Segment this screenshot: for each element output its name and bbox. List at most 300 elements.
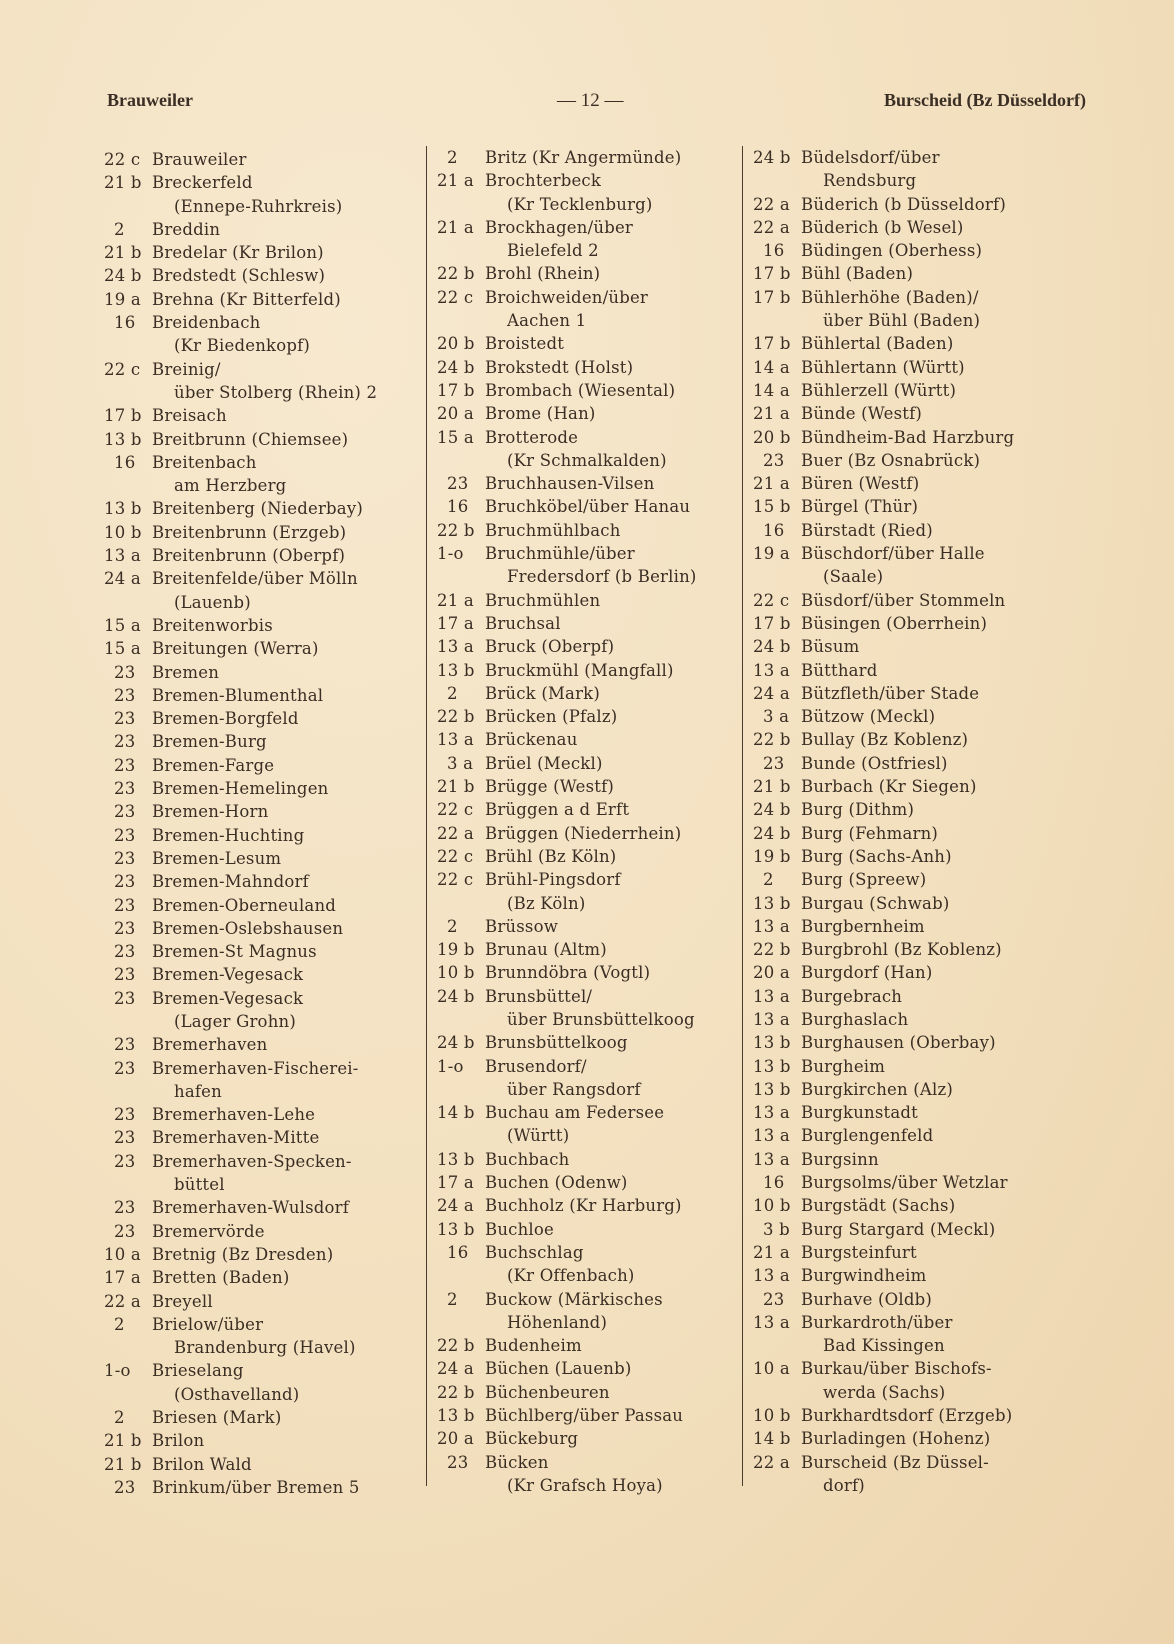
index-entry	[104, 684, 404, 707]
place-name: Brielow/über	[152, 1314, 264, 1334]
district-code: 23	[763, 1289, 785, 1309]
district-code: 24 b	[753, 800, 791, 820]
place-name-continuation: Bielefeld 2	[507, 241, 599, 261]
district-code: 23	[114, 848, 136, 868]
district-code: 17 b	[753, 334, 791, 354]
place-name: Büschdorf/über Halle	[801, 544, 985, 564]
place-name: Brüel (Meckl)	[485, 753, 603, 773]
place-name: Breitbrunn (Chiemsee)	[152, 429, 349, 449]
place-name: Bücken	[485, 1452, 549, 1472]
district-code: 3 b	[763, 1219, 790, 1239]
place-name-continuation: (Lager Grohn)	[174, 1011, 296, 1031]
place-name: Burbach (Kr Siegen)	[801, 777, 977, 797]
index-entry	[753, 728, 1083, 751]
index-entry	[753, 868, 1083, 891]
district-code: 13 b	[437, 1149, 475, 1169]
district-code: 21 a	[437, 171, 474, 191]
district-code: 13 b	[437, 660, 475, 680]
place-name-continuation: (Württ)	[507, 1126, 570, 1146]
place-name: Breinig/	[152, 359, 221, 379]
place-name: Burgkirchen (Alz)	[801, 1079, 954, 1099]
index-entry	[753, 1311, 1083, 1334]
place-name: Burghaslach	[801, 1009, 909, 1029]
district-code: 22 b	[753, 730, 791, 750]
index-entry	[104, 1429, 404, 1452]
index-entry	[753, 1241, 1083, 1264]
index-entry	[753, 356, 1083, 379]
index-entry	[753, 1008, 1083, 1031]
district-code: 24 a	[104, 569, 141, 589]
district-code: 10 b	[753, 1406, 791, 1426]
place-name: Büsum	[801, 637, 860, 657]
place-name: Büchen (Lauenb)	[485, 1359, 632, 1379]
index-entry	[753, 379, 1083, 402]
district-code: 22 c	[753, 590, 790, 610]
place-name: Brüggen (Niederrhein)	[485, 823, 682, 843]
index-entry	[104, 777, 404, 800]
index-entry	[437, 216, 749, 239]
place-name: Bühlertal (Baden)	[801, 334, 954, 354]
district-code: 23	[114, 1128, 136, 1148]
index-entry	[104, 1196, 404, 1219]
district-code: 23	[114, 1151, 136, 1171]
place-name: Breckerfeld	[152, 173, 253, 193]
district-code: 21 b	[104, 173, 142, 193]
district-code: 24 a	[753, 683, 790, 703]
index-entry	[104, 824, 404, 847]
district-code: 24 b	[104, 266, 142, 286]
district-code: 13 b	[437, 1406, 475, 1426]
index-entry	[104, 894, 404, 917]
district-code: 22 a	[104, 1291, 141, 1311]
index-entry	[753, 542, 1083, 565]
district-code: 13 b	[104, 499, 142, 519]
index-entry	[104, 497, 404, 520]
district-code: 2	[447, 683, 458, 703]
index-entry	[437, 985, 749, 1008]
place-name: Burgebrach	[801, 986, 903, 1006]
place-name: Burghausen (Oberbay)	[801, 1033, 996, 1053]
district-code: 13 b	[437, 1219, 475, 1239]
place-name-continuation: werda (Sachs)	[823, 1382, 946, 1402]
district-code: 22 c	[104, 150, 141, 169]
district-code: 22 b	[437, 1382, 475, 1402]
district-code: 2	[763, 870, 774, 890]
place-name: Buchbach	[485, 1149, 570, 1169]
district-code: 23	[114, 779, 136, 799]
place-name: Burhave (Oldb)	[801, 1289, 933, 1309]
district-code: 16	[447, 497, 469, 517]
place-name: Brückenau	[485, 730, 578, 750]
index-entry	[753, 1194, 1083, 1217]
index-entry	[437, 169, 749, 192]
place-name: Breddin	[152, 219, 221, 239]
place-name-continuation: am Herzberg	[174, 476, 287, 496]
district-code: 13 b	[753, 1033, 791, 1053]
district-code: 13 a	[437, 637, 474, 657]
index-entry	[104, 1103, 404, 1126]
district-code: 23	[114, 1221, 136, 1241]
district-code: 24 a	[437, 1196, 474, 1216]
district-code: 23	[114, 755, 136, 775]
index-entry	[437, 682, 749, 705]
place-name: Burkardroth/über	[801, 1312, 953, 1332]
district-code: 23	[763, 753, 785, 773]
district-code: 22 c	[437, 846, 474, 866]
district-code: 23	[114, 1477, 136, 1497]
index-entry	[753, 262, 1083, 285]
index-entry	[104, 1290, 404, 1313]
index-entry	[437, 402, 749, 425]
place-name: Burgstädt (Sachs)	[801, 1196, 956, 1216]
district-code: 24 b	[437, 357, 475, 377]
place-name: Bretnig (Bz Dresden)	[152, 1244, 334, 1264]
place-name: Burgsteinfurt	[801, 1242, 917, 1262]
index-entry	[753, 892, 1083, 915]
district-code: 23	[114, 918, 136, 938]
district-code: 13 a	[753, 986, 790, 1006]
index-entry	[104, 451, 404, 474]
district-code: 16	[114, 313, 136, 333]
place-name-continuation: dorf)	[823, 1475, 865, 1495]
index-entry	[753, 1101, 1083, 1124]
place-name: Büderich (b Düsseldorf)	[801, 194, 1006, 214]
district-code: 10 a	[753, 1359, 790, 1379]
place-name: Briesen (Mark)	[152, 1408, 282, 1428]
place-name: Breitenworbis	[152, 615, 273, 635]
index-entry	[437, 1241, 749, 1264]
district-code: 19 a	[104, 289, 141, 309]
place-name: Bütthard	[801, 660, 878, 680]
index-entry	[437, 961, 749, 984]
place-name: Brüggen a d Erft	[485, 800, 630, 820]
index-entry	[753, 938, 1083, 961]
index-entry	[753, 193, 1083, 216]
district-code: 13 a	[753, 1126, 790, 1146]
index-entry	[753, 705, 1083, 728]
place-name: Büdelsdorf/über	[801, 148, 940, 167]
index-entry	[753, 635, 1083, 658]
index-entry	[437, 589, 749, 612]
place-name: Breidenbach	[152, 313, 261, 333]
district-code: 19 b	[753, 846, 791, 866]
district-code: 10 b	[104, 522, 142, 542]
place-name: Brohl (Rhein)	[485, 264, 601, 284]
place-name: Bremerhaven-Lehe	[152, 1105, 316, 1125]
district-code: 17 b	[437, 380, 475, 400]
place-name: Bündheim-Bad Harzburg	[801, 427, 1015, 447]
place-name: Breyell	[152, 1291, 213, 1311]
index-entry	[437, 1427, 749, 1450]
district-code: 13 a	[753, 660, 790, 680]
index-entry	[437, 938, 749, 961]
index-entry	[437, 822, 749, 845]
district-code: 23	[447, 1452, 469, 1472]
place-name: Bremerhaven	[152, 1035, 268, 1055]
place-name-continuation: Rendsburg	[823, 171, 917, 191]
index-entry	[104, 1406, 404, 1429]
place-name: Burgsolms/über Wetzlar	[801, 1173, 1008, 1193]
place-name: Brunau (Altm)	[485, 940, 607, 960]
column-2	[426, 146, 749, 1495]
index-entry	[104, 614, 404, 637]
index-entry	[437, 635, 749, 658]
index-entry	[104, 1313, 404, 1336]
place-name: Bruchsal	[485, 613, 561, 633]
district-code: 20 a	[437, 404, 474, 424]
district-code: 17 b	[104, 406, 142, 426]
place-name: Burgwindheim	[801, 1266, 927, 1286]
place-name-continuation: (Kr Schmalkalden)	[507, 450, 667, 470]
index-entry	[104, 940, 404, 963]
place-name: Bremen-Oslebshausen	[152, 918, 344, 938]
place-name: Burgau (Schwab)	[801, 893, 950, 913]
district-code: 24 b	[753, 823, 791, 843]
district-code: 22 c	[437, 287, 474, 307]
place-name: Bremervörde	[152, 1221, 265, 1241]
place-name: Bremerhaven-Fischerei-	[152, 1058, 359, 1078]
page-number: — 12 —	[557, 90, 624, 111]
district-code: 23	[114, 662, 136, 682]
district-code: 13 a	[753, 1009, 790, 1029]
index-entry	[437, 1357, 749, 1380]
place-name-continuation: (Osthavelland)	[174, 1384, 300, 1404]
district-code: 17 a	[104, 1268, 141, 1288]
place-name-continuation: Brandenburg (Havel)	[174, 1338, 356, 1358]
district-code: 19 a	[753, 544, 790, 564]
place-name: Bühlerhöhe (Baden)/	[801, 287, 979, 307]
index-entry	[753, 402, 1083, 425]
district-code: 17 a	[437, 1173, 474, 1193]
district-code: 20 b	[437, 334, 475, 354]
place-name: Bürstadt (Ried)	[801, 520, 933, 540]
place-name: Breitungen (Werra)	[152, 639, 319, 659]
place-name: Breisach	[152, 406, 227, 426]
index-entry	[437, 705, 749, 728]
column-3	[742, 146, 1083, 1495]
place-name: Brome (Han)	[485, 404, 596, 424]
district-code: 23	[114, 942, 136, 962]
place-name: Bückeburg	[485, 1429, 579, 1449]
place-name: Brochterbeck	[485, 171, 602, 191]
place-name: Bremen-Huchting	[152, 825, 305, 845]
place-name: Burkhardtsdorf (Erzgeb)	[801, 1406, 1013, 1426]
district-code: 22 a	[753, 1452, 790, 1472]
page-header	[107, 90, 1086, 118]
place-name: Burladingen (Hohenz)	[801, 1429, 991, 1449]
index-entry	[437, 542, 749, 565]
place-name: Büsingen (Oberrhein)	[801, 613, 988, 633]
district-code: 21 b	[437, 777, 475, 797]
district-code: 16	[763, 1173, 785, 1193]
index-entry	[104, 963, 404, 986]
place-name: Bühlertann (Württ)	[801, 357, 965, 377]
index-entry	[437, 1194, 749, 1217]
index-entry	[104, 567, 404, 590]
place-name: Brüssow	[485, 916, 559, 936]
district-code: 21 b	[104, 243, 142, 263]
index-entry	[753, 1264, 1083, 1287]
district-code: 22 b	[437, 1336, 475, 1356]
index-entry	[104, 870, 404, 893]
place-name: Bruchhausen-Vilsen	[485, 474, 655, 494]
index-entry	[753, 775, 1083, 798]
index-entry	[104, 218, 404, 241]
index-entry	[753, 589, 1083, 612]
place-name: Burkau/über Bischofs-	[801, 1359, 992, 1379]
place-name: Brokstedt (Holst)	[485, 357, 634, 377]
district-code: 23	[114, 965, 136, 985]
district-code: 13 b	[753, 1079, 791, 1099]
index-entry	[437, 379, 749, 402]
index-entry	[104, 1243, 404, 1266]
index-entry	[753, 659, 1083, 682]
place-name: Bützow (Meckl)	[801, 707, 936, 727]
place-name: Breitenbrunn (Oberpf)	[152, 546, 346, 566]
place-name: Burglengenfeld	[801, 1126, 934, 1146]
place-name: Bremen-Lesum	[152, 848, 282, 868]
district-code: 21 b	[104, 1454, 142, 1474]
index-entry	[437, 356, 749, 379]
index-entry	[104, 358, 404, 381]
place-name: Bremen-Mahndorf	[152, 872, 309, 892]
place-name: Bremerhaven-Wulsdorf	[152, 1198, 350, 1218]
index-entry	[104, 637, 404, 660]
district-code: 3 a	[447, 753, 474, 773]
place-name: Bruchmühle/über	[485, 544, 635, 564]
index-entry	[104, 1359, 404, 1382]
district-code: 16	[114, 452, 136, 472]
index-entry	[104, 1266, 404, 1289]
index-entry	[104, 1150, 404, 1173]
district-code: 2	[114, 1408, 125, 1428]
place-name: Buer (Bz Osnabrück)	[801, 450, 981, 470]
index-entry	[753, 682, 1083, 705]
index-entry	[437, 1218, 749, 1241]
district-code: 22 a	[753, 194, 790, 214]
place-name: Büchenbeuren	[485, 1382, 610, 1402]
place-name: Buchschlag	[485, 1242, 584, 1262]
place-name: Bühl (Baden)	[801, 264, 914, 284]
place-name: Büdingen (Oberhess)	[801, 241, 983, 261]
index-entry	[437, 752, 749, 775]
place-name-continuation: Bad Kissingen	[823, 1336, 945, 1356]
place-name-continuation: (Bz Köln)	[507, 893, 586, 913]
place-name: Brauweiler	[152, 150, 247, 169]
district-code: 23	[763, 450, 785, 470]
index-entry	[753, 798, 1083, 821]
district-code: 15 b	[753, 497, 791, 517]
district-code: 13 a	[753, 1266, 790, 1286]
index-entry	[104, 1220, 404, 1243]
index-entry	[753, 239, 1083, 262]
district-code: 2	[447, 148, 458, 167]
index-entry	[104, 241, 404, 264]
place-name: Büren (Westf)	[801, 474, 920, 494]
index-entry	[753, 449, 1083, 472]
place-name-continuation: über Rangsdorf	[507, 1079, 641, 1099]
place-name: Burg (Dithm)	[801, 800, 915, 820]
district-code: 21 b	[104, 1431, 142, 1451]
index-entry	[753, 915, 1083, 938]
place-name: Buchau am Federsee	[485, 1103, 665, 1123]
place-name: Burgheim	[801, 1056, 886, 1076]
index-entry	[437, 495, 749, 518]
place-name-continuation: über Bühl (Baden)	[823, 311, 981, 331]
index-entry	[104, 1033, 404, 1056]
district-code: 17 b	[753, 287, 791, 307]
index-entry	[104, 1476, 404, 1499]
district-code: 23	[114, 732, 136, 752]
place-name: Bühlerzell (Württ)	[801, 380, 957, 400]
district-code: 16	[763, 241, 785, 261]
district-code: 10 a	[104, 1244, 141, 1264]
place-name: Budenheim	[485, 1336, 582, 1356]
district-code: 22 b	[753, 940, 791, 960]
place-name-continuation: (Kr Biedenkopf)	[174, 336, 311, 356]
place-name: Brusendorf/	[485, 1056, 587, 1076]
place-name: Bremen-Vegesack	[152, 965, 304, 985]
index-entry	[753, 1451, 1083, 1474]
index-entry	[753, 495, 1083, 518]
district-code: 20 a	[437, 1429, 474, 1449]
place-name: Bünde (Westf)	[801, 404, 923, 424]
place-name: Bruckmühl (Mangfall)	[485, 660, 674, 680]
district-code: 24 b	[437, 1033, 475, 1053]
place-name: Buckow (Märkisches	[485, 1289, 663, 1309]
place-name: Bredelar (Kr Brilon)	[152, 243, 324, 263]
place-name: Brunsbüttel/	[485, 986, 593, 1006]
place-name-continuation: (Kr Offenbach)	[507, 1266, 635, 1286]
district-code: 22 c	[437, 800, 474, 820]
place-name: Büchlberg/über Passau	[485, 1406, 684, 1426]
place-name: Brühl (Bz Köln)	[485, 846, 617, 866]
place-name-continuation: über Brunsbüttelkoog	[507, 1009, 695, 1029]
district-code: 24 b	[753, 637, 791, 657]
district-code: 21 b	[753, 777, 791, 797]
district-code: 13 a	[753, 1103, 790, 1123]
district-code: 21 a	[437, 590, 474, 610]
district-code: 13 a	[437, 730, 474, 750]
place-name: Brunsbüttelkoog	[485, 1033, 628, 1053]
index-entry	[753, 612, 1083, 635]
index-entry	[437, 728, 749, 751]
district-code: 15 a	[437, 427, 474, 447]
district-code: 24 a	[437, 1359, 474, 1379]
index-entry	[104, 264, 404, 287]
index-entry	[753, 1218, 1083, 1241]
place-name: Brockhagen/über	[485, 217, 634, 237]
index-entry	[753, 822, 1083, 845]
district-code: 21 a	[753, 474, 790, 494]
index-entry	[437, 1451, 749, 1474]
district-code: 13 a	[753, 1149, 790, 1169]
place-name: Brügge (Westf)	[485, 777, 615, 797]
place-name-continuation: (Kr Grafsch Hoya)	[507, 1475, 663, 1495]
place-name: Bremen-Burg	[152, 732, 267, 752]
place-name: Bruchköbel/über Hanau	[485, 497, 691, 517]
index-entry	[437, 1148, 749, 1171]
index-entry	[753, 332, 1083, 355]
district-code: 23	[114, 988, 136, 1008]
index-entry	[437, 798, 749, 821]
district-code: 14 a	[753, 357, 790, 377]
place-name-continuation: Aachen 1	[507, 311, 587, 331]
district-code: 23	[114, 1035, 136, 1055]
district-code: 22 b	[437, 520, 475, 540]
district-code: 17 b	[753, 264, 791, 284]
district-code: 22 c	[437, 870, 474, 890]
